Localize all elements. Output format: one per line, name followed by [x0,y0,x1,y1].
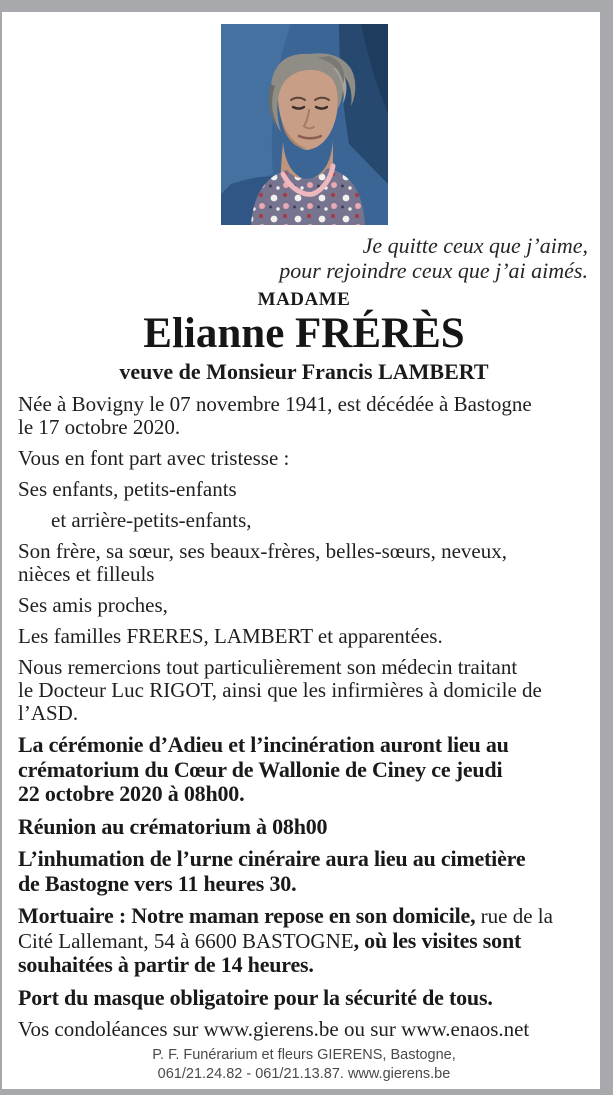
portrait-photo [221,24,388,225]
notice-card [2,12,600,1089]
text-line: le Docteur Luc RIGOT, ainsi que les infirmières à domicile de [18,678,542,702]
text-line: le 17 octobre 2020. [18,415,181,439]
text-line: Son frère, sa sœur, ses beaux-frères, belles-sœurs, neveux, [18,539,507,563]
announcement-body [18,393,590,1041]
paragraph-families: Les familles FRERES, LAMBERT et apparentées. [18,624,443,648]
title-prefix-madame: MADAME [257,289,351,310]
widow-of-line: veuve de Monsieur Francis LAMBERT [119,359,489,384]
funeral-home-footer [18,1046,590,1084]
portrait-photo-illustration [221,24,388,225]
text-line: La cérémonie d’Adieu et l’incinération auront lieu au [18,732,509,757]
farewell-quote [18,233,588,283]
paragraph-friends: Ses amis proches, [18,593,168,617]
deceased-name: Elianne FRÉRÈS [143,310,465,357]
funeral-home-name: P. F. Funérarium et fleurs GIERENS, Bastogne, [152,1047,456,1063]
text-line: L’inhumation de l’urne cinéraire aura lieu au cimetière [18,846,526,871]
text-line: de Bastogne vers 11 heures 30. [18,870,297,896]
text-line: Née à Bovigny le 07 novembre 1941, est décédée à Bastogne [18,392,532,416]
quote-line: pour rejoindre ceux que j’ai aimés. [279,258,588,283]
text-line: nièces et filleuls [18,562,155,586]
paragraph-great-grandchildren: et arrière-petits-enfants, [51,508,252,532]
paragraph-siblings [18,540,590,586]
paragraph-mask: Port du masque obligatoire pour la sécurité de tous. [18,984,493,1010]
paragraph-birth-death [18,393,590,439]
paragraph-condolences: Vos condoléances sur www.gierens.be ou sur www.enaos.net [18,1017,530,1041]
text-line: 22 octobre 2020 à 08h00. [18,781,245,806]
paragraph-ceremony [18,733,590,807]
mortuary-visits-segment: , où les visites sont souhaitées à partir de 14 heures. [18,927,522,977]
mortuary-bold-segment: Mortuaire : Notre maman repose en son domicile, [18,903,476,928]
text-line: l’ASD. [18,701,79,725]
paragraph-meeting: Réunion au crématorium à 08h00 [18,813,328,839]
mortuary-address-segment: rue de la Cité Lallemant, 54 à 6600 BASTOGNE [18,904,553,953]
paragraph-thanks [18,656,590,725]
text-line: crématorium du Cœur de Wallonie de Ciney ce jeudi [18,756,503,782]
paragraph-burial [18,847,590,896]
paragraph-mortuary [18,904,590,978]
funeral-home-contact: 061/21.24.82 - 061/21.13.87. www.gierens.be [157,1066,451,1082]
quote-line: Je quitte ceux que j’aime, [362,233,588,258]
text-line: Nous remercions tout particulièrement son médecin traitant [18,655,518,679]
paragraph-children: Ses enfants, petits-enfants [18,477,237,501]
paragraph-announcement: Vous en font part avec tristesse : [18,446,290,470]
